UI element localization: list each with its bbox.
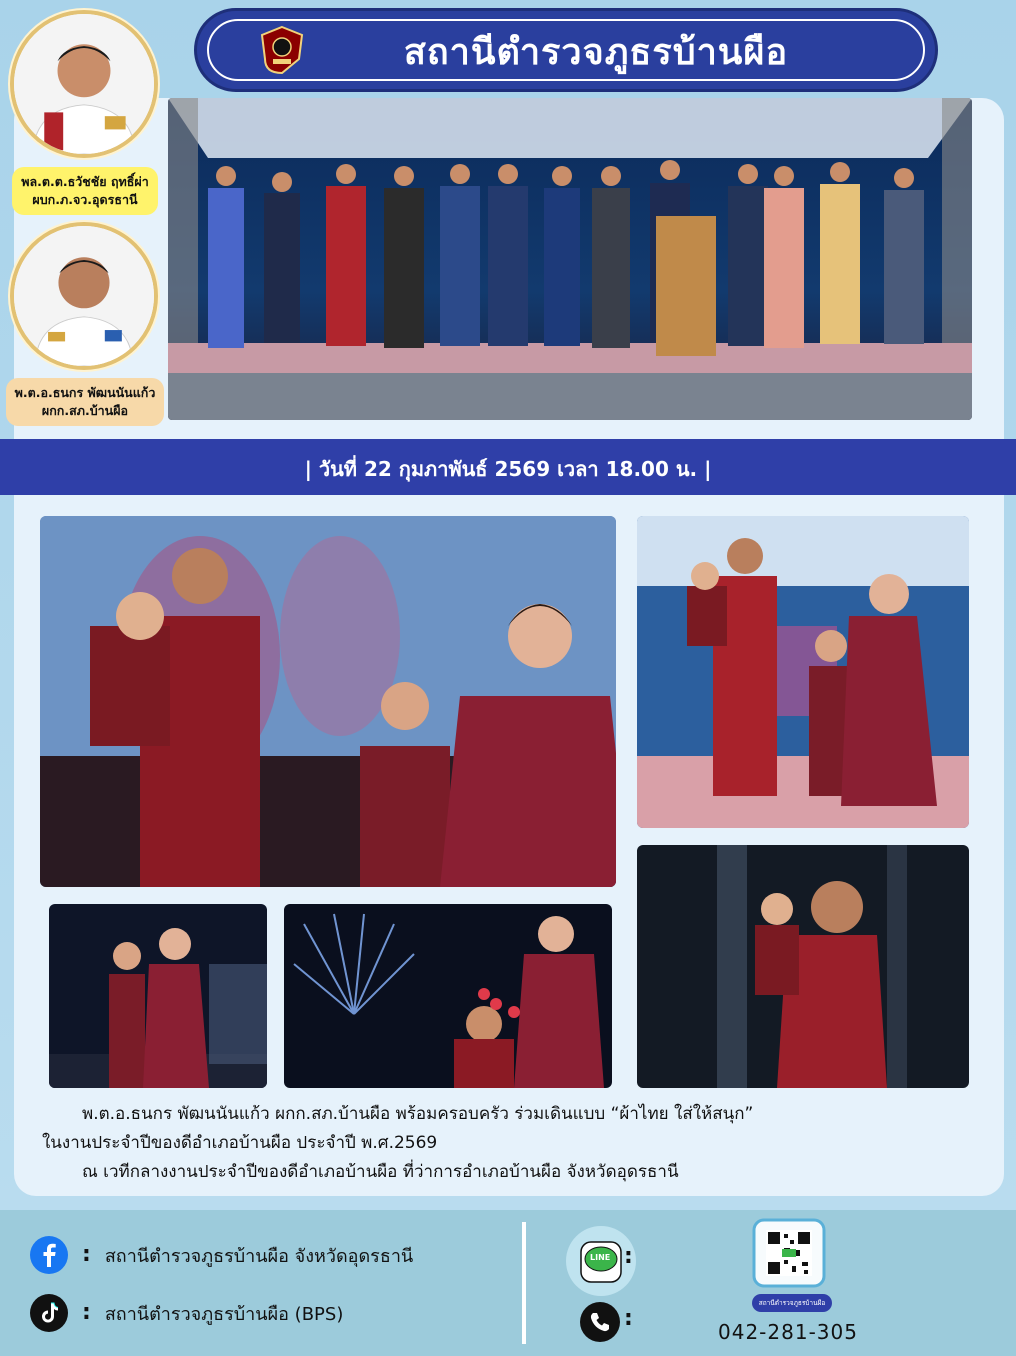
facebook-page-name[interactable]: สถานีตำรวจภูธรบ้านผือ จังหวัดอุดรธานี — [104, 1245, 414, 1267]
caption-line-2: ในงานประจำปีของดีอำเภอบ้านผือ ประจำปี พ.ศ.2569 — [42, 1133, 438, 1153]
tiktok-account-name[interactable]: สถานีตำรวจภูธรบ้านผือ (BPS) — [104, 1303, 344, 1325]
flower-handing-photo — [284, 904, 612, 1088]
family-walk-photo-stage — [637, 516, 969, 828]
officer-1-position: ผบก.ภ.จว.อุดรธานี — [32, 192, 138, 207]
colon-separator: : — [624, 1244, 633, 1269]
line-label: LINE — [590, 1253, 611, 1262]
officer-2-name-tag — [6, 378, 164, 426]
caption-line-1: พ.ต.อ.ธนกร พัฒนนันแก้ว ผกก.สภ.บ้านผือ พร้อมครอบครัว ร่วมเดินแบบ “ผ้าไทย ใส่ให้สนุก” — [82, 1104, 754, 1124]
facebook-row[interactable] — [30, 1236, 413, 1274]
officer-1-name: พล.ต.ต.ธวัชชัย ฤทธิ์ผ่า — [21, 174, 149, 189]
title-banner — [194, 8, 938, 92]
police-badge-icon — [259, 25, 305, 75]
tiktok-icon — [30, 1294, 68, 1332]
footer — [0, 1210, 1016, 1356]
officer-1-portrait — [10, 10, 158, 158]
stage-group-photo — [168, 98, 972, 420]
event-date: | วันที่ 22 กุมภาพันธ์ 2569 เวลา 18.00 น. | — [304, 457, 712, 481]
father-son-photo — [637, 845, 969, 1088]
phone-contact[interactable] — [580, 1302, 620, 1342]
qr-caption: สถานีตำรวจภูธรบ้านผือ — [752, 1294, 832, 1312]
page-title: สถานีตำรวจภูธรบ้านผือ — [403, 32, 789, 73]
footer-divider — [522, 1222, 526, 1344]
phone-icon — [580, 1302, 620, 1342]
caption-line-3: ณ เวทีกลางงานประจำปีของดีอำเภอบ้านผือ ที่ว่าการอำเภอบ้านผือ จังหวัดอุดรธานี — [82, 1162, 679, 1182]
tiktok-row[interactable] — [30, 1294, 343, 1332]
qr-code-icon — [752, 1218, 832, 1292]
colon-separator: : — [82, 1242, 91, 1267]
officer-2-position: ผกก.สภ.บ้านผือ — [41, 403, 129, 418]
officer-2-portrait — [10, 222, 158, 370]
colon-separator: : — [82, 1300, 91, 1325]
phone-number[interactable]: 042-281-305 — [718, 1320, 858, 1344]
colon-separator: : — [624, 1306, 633, 1331]
family-walk-photo-large — [40, 516, 616, 887]
mother-daughter-photo — [49, 904, 267, 1088]
facebook-icon — [30, 1236, 68, 1274]
line-qr-code[interactable] — [752, 1218, 832, 1312]
date-bar — [0, 439, 1016, 495]
officer-2-name: พ.ต.อ.ธนกร พัฒนนันแก้ว — [14, 385, 156, 400]
officer-1-name-tag — [12, 167, 158, 215]
